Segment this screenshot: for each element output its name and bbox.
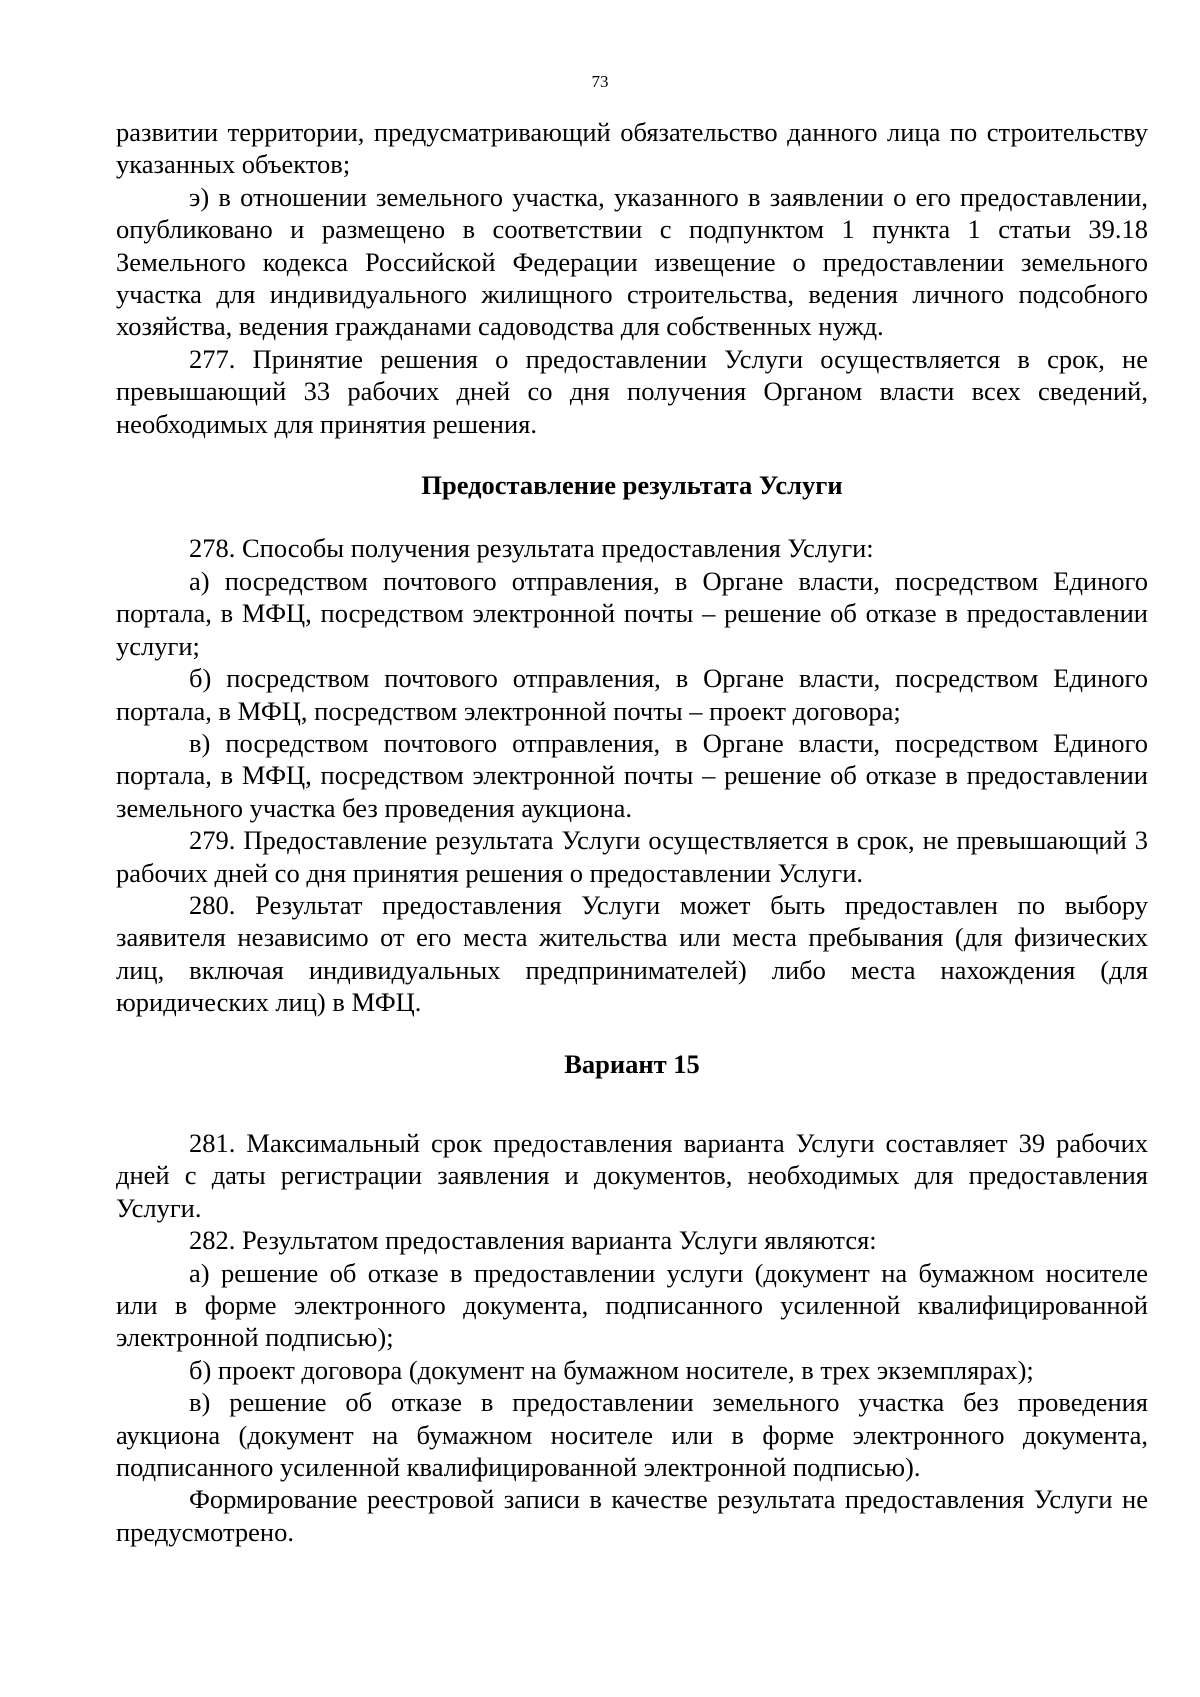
paragraph-278-v: в) посредством почтового отправления, в Органе власти, посредством Единого портала, в МФЦ, посредством электронной почты – решение об отказе в предоставлении земельного участка без проведения аукциона. — [116, 727, 1148, 823]
paragraph-282-a: а) решение об отказе в предоставлении услуги (документ на бумажном носителе или в форме электронного документа, подписанного усиленной квалифицированной электронной подписью); — [116, 1257, 1148, 1353]
section-heading-variant: Вариант 15 — [564, 1048, 700, 1079]
page-number: 73 — [591, 72, 609, 91]
paragraph-282-v: в) решение об отказе в предоставлении земельного участка без проведения аукциона (документ на бумажном носителе или в форме электронного документа, подписанного усиленной квалифицированной электронной подписью). — [116, 1387, 1148, 1483]
paragraph-continuation: развитии территории, предусматривающий обязательство данного лица по строительству указанных объектов; — [116, 117, 1148, 180]
paragraph-278-a: а) посредством почтового отправления, в Органе власти, посредством Единого портала, в МФЦ, посредством электронной почты – решение об отказе в предоставлении услуги; — [116, 565, 1148, 661]
paragraph-280: 280. Результат предоставления Услуги может быть предоставлен по выбору заявителя независимо от его места жительства или места пребывания (для физических лиц, включая индивидуальных предпринимателей) либо места нахождения (для юридических лиц) в МФЦ. — [116, 889, 1148, 1018]
paragraph-282-b: б) проект договора (документ на бумажном носителе, в трех экземплярах); — [189, 1354, 1034, 1385]
paragraph-item-e: э) в отношении земельного участка, указанного в заявлении о его предоставлении, опубликовано и размещено в соответствии с подпунктом 1 пункта 1 статьи 39.18 Земельного кодекса Российской Федерации извещение о предоставлении земельного участка для индивидуального жилищного строительства, ведения личного подсобного хозяйства, ведения гражданами садоводства для собственных нужд. — [116, 181, 1148, 342]
paragraph-282: 282. Результатом предоставления варианта Услуги являются: — [189, 1225, 877, 1256]
paragraph-279: 279. Предоставление результата Услуги осуществляется в срок, не превышающий 3 рабочих дней со дня принятия решения о предоставлении Услуги. — [116, 825, 1148, 888]
section-heading-result: Предоставление результата Услуги — [421, 470, 843, 501]
paragraph-278-b: б) посредством почтового отправления, в Органе власти, посредством Единого портала, в МФЦ, посредством электронной почты – проект договора; — [116, 663, 1148, 726]
paragraph-281: 281. Максимальный срок предоставления варианта Услуги составляет 39 рабочих дней с даты регистрации заявления и документов, необходимых для предоставления Услуги. — [116, 1127, 1148, 1223]
paragraph-277: 277. Принятие решения о предоставлении Услуги осуществляется в срок, не превышающий 33 рабочих дней со дня получения Органом власти всех сведений, необходимых для принятия решения. — [116, 343, 1148, 439]
paragraph-278: 278. Способы получения результата предоставления Услуги: — [189, 533, 874, 564]
document-body — [116, 116, 1148, 1548]
paragraph-registry-record: Формирование реестровой записи в качестве результата предоставления Услуги не предусмотрено. — [116, 1484, 1148, 1547]
